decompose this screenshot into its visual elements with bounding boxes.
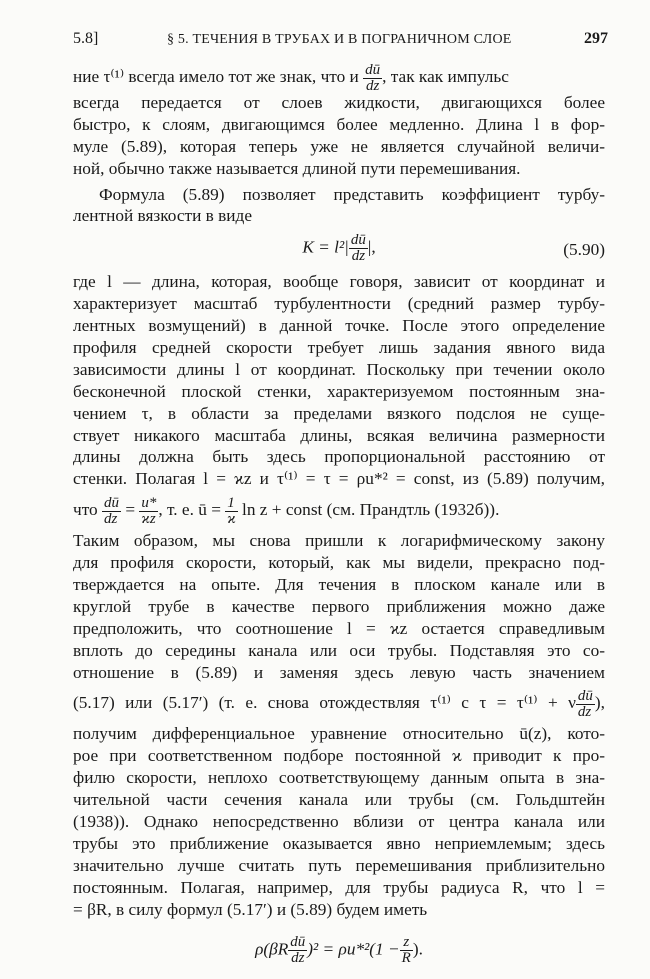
log-rest: ln z + const (см. Прандтль (1932б)).	[242, 500, 500, 520]
text-line: Таким образом, мы снова пришли к логарифмическому закону	[73, 531, 605, 551]
log-law-line	[73, 490, 605, 530]
final-mid: )² = ρu*²(1 −	[307, 938, 400, 958]
final-left: ρ(βR	[255, 938, 289, 958]
equation-body	[73, 233, 605, 264]
text-line: длины должна быть здесь пропорциональной расстоянию от	[73, 447, 605, 467]
text-line: муле (5.89), которая теперь уже не является случайной величи-	[73, 136, 605, 156]
text-line: трубы это приближение оказывается явно неприемлемым; здесь	[73, 833, 605, 853]
final-equation	[73, 921, 605, 979]
equation-5-90	[73, 227, 605, 271]
frac-den: dz	[351, 248, 366, 265]
frac-den: dz	[365, 77, 380, 94]
frac-den: dz	[103, 510, 118, 527]
final-equation-body	[73, 935, 605, 966]
eq-left: K = l²|	[302, 237, 349, 257]
frac-num: dū	[350, 232, 366, 249]
text-line: чительной части сечения канала или трубы (см. Гольдштейн	[73, 790, 605, 810]
frac-num: dū	[577, 688, 593, 705]
text-line: филю скорости, неплохо соответствующему данным опыта в зна-	[73, 768, 605, 788]
text-line: предположить, что соотношение l = ϰz остается справедливым	[73, 618, 605, 638]
text-line: круглой трубе в качестве первого приближения можно даже	[73, 596, 605, 616]
text-line: всегда передается от слоев жидкости, двигающихся более	[73, 93, 605, 112]
page-header	[73, 30, 608, 54]
log-eq: =	[125, 500, 136, 520]
frac-den: dz	[577, 704, 592, 721]
frac-den: dz	[291, 949, 305, 966]
text-line: профиля средней скорости требует лишь задания явного вида	[73, 338, 605, 358]
reference-line	[73, 683, 605, 723]
text-line: постоянным. Полагая, например, для трубы радиуса R, что l =	[73, 877, 605, 897]
text-line: Формула (5.89) позволяет представить коэффициент турбу-	[99, 184, 605, 204]
equation-number: (5.90)	[563, 240, 605, 260]
text-line: чением τ, в области за пределами вязкого подслоя не суще-	[73, 403, 605, 423]
log-mid: , т. е. ū =	[158, 500, 221, 520]
running-title: § 5. ТЕЧЕНИЯ В ТРУБАХ И В ПОГРАНИЧНОМ СЛОЕ	[167, 32, 512, 47]
text-line: характеризует масштаб турбулентности (средний размер турбу-	[73, 294, 605, 314]
ref-left: (5.17) или (5.17′) (т. е. снова отождествляя τ⁽¹⁾ с τ = τ⁽¹⁾ + ν	[73, 693, 576, 713]
text-line: = βR, в силу формул (5.17′) и (5.89) будем иметь	[73, 899, 428, 919]
text-line: лентных возмущений) в данной точке. После этого определение	[73, 316, 605, 336]
log-frac-2	[139, 496, 158, 527]
text-line: стенки. Полагая l = ϰz и τ⁽¹⁾ = τ = ρu*² = const, из (5.89) получим,	[73, 469, 605, 489]
text-line: ной, обычно также называется длиной пути перемешивания.	[73, 158, 521, 178]
final-frac-1	[288, 935, 307, 966]
text-line: отношение в (5.89) и заменяя здесь левую часть значением	[73, 662, 605, 682]
ref-fraction	[576, 689, 595, 720]
text-line: значительно лучше считать путь перемешивания приблизительно	[73, 855, 605, 875]
log-frac-3	[225, 496, 237, 527]
text-line: рое при соответственном подборе постоянной ϰ приводит к про-	[73, 746, 605, 766]
du-dz-fraction	[363, 63, 382, 94]
final-right: ).	[412, 938, 423, 958]
text-line: тверждается на опыте. Для течения в плоском канале или в	[73, 575, 605, 595]
frac-num: 1	[225, 496, 237, 512]
eq-right: |,	[367, 237, 376, 257]
text-line: для профиля скорости, который, как мы видели, прекрасно под-	[73, 553, 605, 573]
frac-den: ϰz	[141, 510, 156, 527]
frac-den: ϰ	[227, 510, 236, 527]
text-line: вплоть до середины канала или оси трубы. Подставляя это со-	[73, 640, 605, 660]
frac-num: z	[400, 935, 413, 951]
line-0: ние τ⁽¹⁾ всегда имело тот же знак, что и	[73, 67, 359, 86]
ref-close: ),	[594, 693, 605, 713]
frac-den: R	[401, 949, 411, 966]
text-line: ствует никакого масштаба длины, всякая величина размерности	[73, 425, 605, 445]
log-frac-1	[102, 496, 121, 527]
text-line: (1938)). Однако непосредственно вблизи от центра канала или	[73, 812, 605, 832]
frac-num: u*	[141, 494, 157, 511]
text-line: быстро, к слоям, двигающимся более медленно. Длина l в фор-	[73, 114, 605, 134]
text-line: лентной вязкости в виде	[73, 206, 252, 226]
body-text	[73, 62, 605, 979]
section-ref: 5.8]	[73, 30, 99, 47]
page-number: 297	[584, 30, 608, 47]
frac-num: dū	[365, 61, 381, 78]
text-line: зависимости длины l от координат. Поскольку при течении около	[73, 359, 605, 379]
text-line: получим дифференциальное уравнение относительно ū(z), кото-	[73, 724, 605, 744]
log-prefix: что	[73, 500, 98, 520]
text-line: ние τ⁽¹⁾ всегда имело тот же знак, что и $\frac{dū}{dz}$ , так как импульс	[73, 61, 509, 94]
frac-num: dū	[103, 494, 119, 511]
eq-fraction	[349, 233, 368, 264]
text-line: где l — длина, которая, вообще говоря, зависит от координат и	[73, 272, 605, 292]
line-1: так как импульс	[390, 67, 509, 86]
text-line: бесконечной плоской стенки, характеризуемом постоянным зна-	[73, 381, 605, 401]
frac-num: dū	[290, 933, 306, 950]
final-frac-2	[400, 935, 413, 966]
